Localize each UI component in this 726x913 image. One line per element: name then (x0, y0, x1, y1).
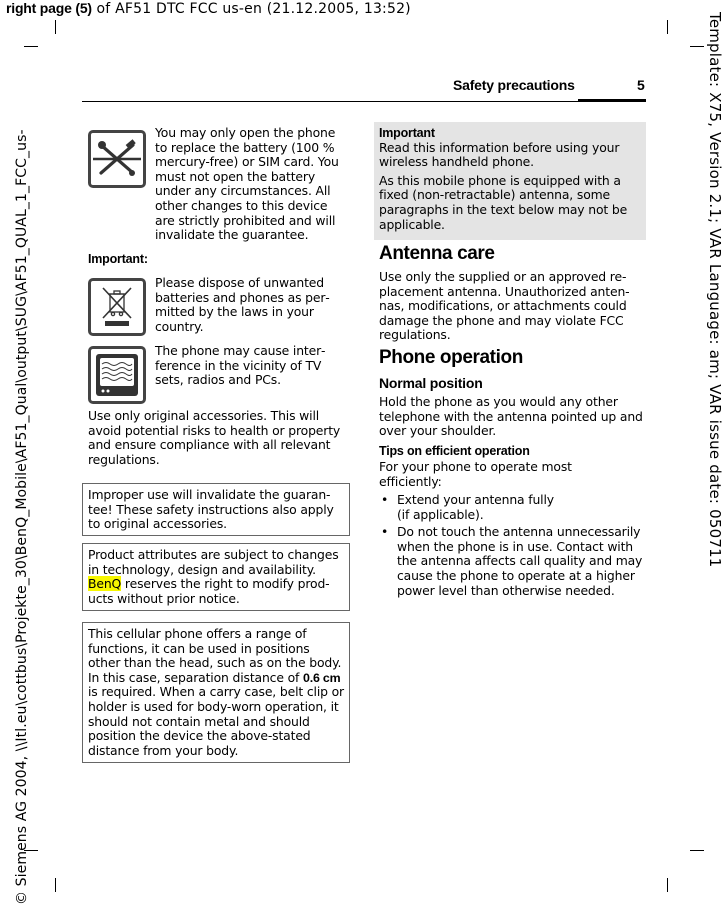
important-info-title: Important (379, 126, 435, 140)
running-head-page-number: 5 (637, 77, 645, 93)
tips-heading: Tips on efficient operation (379, 444, 530, 458)
header-file: of AF51 DTC FCC us-en (21.12.2005, 13:52) (91, 1, 411, 17)
battery-text: You may only open the phone to replace the battery (100 % mercury-free) or SIM card. You must not open the battery under any circumstances. All other changes to this device are strictly prohibited and will invalidate the guarantee. (155, 125, 339, 243)
notice-box-body-worn (82, 622, 350, 763)
notice-box-guarantee (82, 483, 350, 536)
side-text-right: Template: X75, Version 2.1; VAR Language: am; VAR issue date: 050711 (706, 12, 724, 568)
important-info-box (374, 122, 646, 240)
brand-highlight: BenQ (88, 576, 122, 592)
no-tools-icon (88, 130, 146, 188)
accessories-text: Use only original accessories. This will avoid potential risks to health or property and ensure compliance with all relevant regulations. (88, 408, 341, 467)
tips-intro: For your phone to operate most efficiently: (379, 459, 572, 489)
important-info-p1: Read this information before using your wireless handheld phone. (379, 139, 620, 170)
phone-operation-heading: Phone operation (379, 347, 523, 368)
running-head-title: Safety precautions (453, 77, 575, 93)
antenna-care-text: Use only the supplied or an approved replacement antenna. Unauthorized antennas, modifications, or attachments could damage the phone and may violate FCC regulations. (379, 269, 630, 343)
product-attributes-text-2: reserves the right to modify products without prior notice. (88, 576, 330, 606)
tv-interference-icon (88, 346, 146, 404)
running-head-rule-thick (578, 99, 646, 102)
tips-list-item: • Do not touch the antenna unnecessarily when the phone is in use. Contact with the antenna affects call quality and may cause the phone to operate at a higher power level than otherwise needed. (379, 525, 647, 598)
running-head-rule (82, 101, 646, 102)
page-header (6, 0, 411, 17)
product-attributes-text-1: Product attributes are subject to changes in technology, design and availability. (88, 547, 339, 577)
normal-position-heading: Normal position (379, 375, 483, 391)
crossed-bin-icon (88, 278, 146, 336)
antenna-care-heading: Antenna care (379, 243, 495, 264)
important-info-p2: As this mobile phone is equipped with a fixed (non-retractable) antenna, some paragraphs in the text below may not be applicable. (379, 172, 628, 232)
side-text-left: © Siemens AG 2004, \\Itl.eu\cottbus\Projekte_30\BenQ_Mobile\AF51_Qual\output\SUG\AF51_QUAL_1_FCC_us- (14, 129, 30, 905)
interference-text: The phone may cause interference in the vicinity of TV sets, radios and PCs. (155, 343, 326, 388)
notice-box-guarantee-text: Improper use will invalidate the guarantee! These safety instructions also apply to original accessories. (88, 487, 334, 532)
notice-box-product-attributes (82, 543, 350, 611)
tips-list-item: • Extend your antenna fully (if applicable). (379, 493, 647, 522)
normal-position-text: Hold the phone as you would any other telephone with the antenna pointed up and over your shoulder. (379, 394, 643, 439)
dispose-text: Please dispose of unwanted batteries and phones as permitted by the laws in your country. (155, 275, 330, 334)
separation-distance: 0.6 cm (303, 670, 341, 685)
header-prefix: right page (5) (6, 0, 92, 16)
body-worn-text-2: is required. When a carry case, belt clip or holder is used for body-worn operation, it should not contain metal and should position the device the above-stated distance from your body. (88, 684, 344, 758)
body-worn-text-1: This cellular phone offers a range of functions, it can be used in positions other than the head, such as on the body. In this case, separation distance of (88, 626, 342, 685)
important-label: Important: (88, 252, 148, 266)
tips-list (379, 493, 647, 598)
